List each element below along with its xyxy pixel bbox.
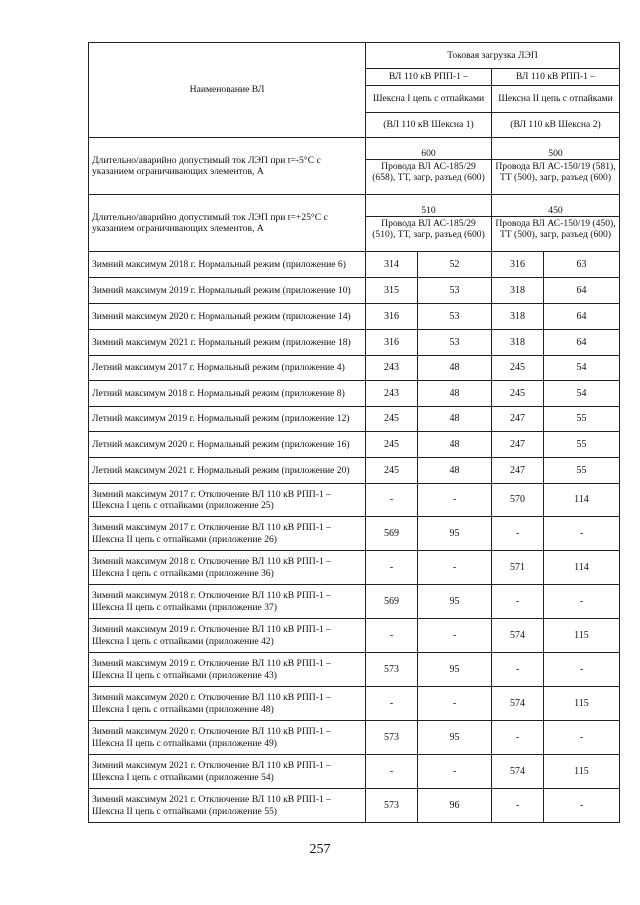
row-label: Зимний максимум 2017 г. Отключение ВЛ 110 кВ РПП-1 – Шексна I цепь с отпайками (приложение 25) [89, 484, 366, 517]
table-row [89, 458, 620, 484]
row-line1-percent: - [418, 687, 492, 721]
row-line1-percent: - [418, 619, 492, 653]
row-line1-current: 315 [366, 278, 418, 304]
line1-title-a: ВЛ 110 кВ РПП-1 – [366, 69, 492, 86]
row-line1-percent: 95 [418, 721, 492, 755]
table-row [89, 330, 620, 356]
row-line1-percent: 53 [418, 330, 492, 356]
row-line2-current: 247 [492, 458, 544, 484]
limit-minus5-line2 [492, 138, 620, 195]
row-label: Зимний максимум 2017 г. Отключение ВЛ 110 кВ РПП-1 – Шексна II цепь с отпайками (приложение 26) [89, 517, 366, 551]
row-line1-current: 243 [366, 381, 418, 407]
row-line1-percent: 95 [418, 517, 492, 551]
row-line1-percent: 48 [418, 381, 492, 407]
line2-title-b: Шексна II цепь с отпайками [492, 86, 620, 113]
page-number: 257 [309, 842, 331, 857]
row-label: Зимний максимум 2021 г. Отключение ВЛ 110 кВ РПП-1 – Шексна II цепь с отпайками (приложение 55) [89, 789, 366, 823]
row-line2-current: 318 [492, 304, 544, 330]
row-line1-percent: 95 [418, 585, 492, 619]
row-line2-current: 574 [492, 755, 544, 789]
row-line2-current: 245 [492, 356, 544, 381]
row-line2-current: 245 [492, 381, 544, 407]
row-line1-percent: 53 [418, 304, 492, 330]
line1-alias: (ВЛ 110 кВ Шексна 1) [366, 113, 492, 138]
table-row [89, 619, 620, 653]
row-line1-percent: 48 [418, 356, 492, 381]
row-line2-percent: - [544, 517, 620, 551]
limit-minus5-label: Длительно/аварийно допустимый ток ЛЭП при t=-5°С с указанием ограничивающих элементов, А [89, 138, 366, 195]
table-row [89, 789, 620, 823]
row-line2-percent: - [544, 585, 620, 619]
limit-minus5-line2-value: 500 [548, 147, 563, 159]
limit-plus25-line1 [366, 195, 492, 252]
row-line1-current: 573 [366, 721, 418, 755]
line1-title-b: Шексна I цепь с отпайками [366, 86, 492, 113]
row-line2-percent: - [544, 789, 620, 823]
row-line1-current: 245 [366, 407, 418, 432]
header-row-top [89, 43, 620, 69]
limit-minus5-line1-value: 600 [421, 147, 436, 159]
row-line2-current: - [492, 517, 544, 551]
line2-alias: (ВЛ 110 кВ Шексна 2) [492, 113, 620, 138]
row-line1-percent: - [418, 484, 492, 517]
row-line1-current: 243 [366, 356, 418, 381]
table-row [89, 551, 620, 585]
row-label: Зимний максимум 2018 г. Нормальный режим (приложение 6) [89, 252, 366, 278]
row-line1-percent: 52 [418, 252, 492, 278]
row-line2-current: 571 [492, 551, 544, 585]
row-line1-current: 569 [366, 585, 418, 619]
row-line1-current: 245 [366, 432, 418, 458]
table-row [89, 755, 620, 789]
load-table [88, 42, 620, 823]
row-line2-percent: 115 [544, 619, 620, 653]
row-line2-percent: 114 [544, 484, 620, 517]
row-line2-percent: 63 [544, 252, 620, 278]
row-line2-current: - [492, 653, 544, 687]
row-line1-current: 314 [366, 252, 418, 278]
row-label: Зимний максимум 2019 г. Отключение ВЛ 110 кВ РПП-1 – Шексна I цепь с отпайками (приложение 42) [89, 619, 366, 653]
row-line1-percent: - [418, 551, 492, 585]
line2-title-a: ВЛ 110 кВ РПП-1 – [492, 69, 620, 86]
row-line2-current: 570 [492, 484, 544, 517]
row-line2-current: 318 [492, 278, 544, 304]
limit-minus5-line1-note: Провода ВЛ АС-185/29 (658), ТТ, загр, разъед (600) [366, 159, 491, 184]
row-line2-current: 574 [492, 619, 544, 653]
row-line2-percent: 55 [544, 407, 620, 432]
limit-plus25-line1-value: 510 [421, 204, 436, 216]
table-row [89, 687, 620, 721]
table-row [89, 407, 620, 432]
table-body [89, 43, 620, 823]
table-row [89, 432, 620, 458]
row-label: Зимний максимум 2021 г. Нормальный режим (приложение 18) [89, 330, 366, 356]
row-line2-percent: 64 [544, 304, 620, 330]
row-line2-percent: 115 [544, 687, 620, 721]
row-line1-percent: 95 [418, 653, 492, 687]
row-line1-current: 573 [366, 653, 418, 687]
row-line1-current: 573 [366, 789, 418, 823]
row-line1-percent: 96 [418, 789, 492, 823]
limit-plus25-line2-value: 450 [548, 204, 563, 216]
table-row [89, 517, 620, 551]
row-label: Летний максимум 2018 г. Нормальный режим (приложение 8) [89, 381, 366, 407]
table-row [89, 585, 620, 619]
limit-minus5-row [89, 138, 620, 195]
row-line1-current: - [366, 551, 418, 585]
row-line2-current: 574 [492, 687, 544, 721]
limit-plus25-line2-note: Провода ВЛ АС-150/19 (450), ТТ (500), загр, разъед (600) [492, 216, 619, 241]
limit-minus5-line1 [366, 138, 492, 195]
row-line2-current: - [492, 721, 544, 755]
table-row [89, 653, 620, 687]
row-line2-percent: 55 [544, 458, 620, 484]
limit-plus25-line1-note: Провода ВЛ АС-185/29 (510), ТТ, загр, разъед (600) [366, 216, 491, 241]
row-label: Летний максимум 2019 г. Нормальный режим (приложение 12) [89, 407, 366, 432]
row-label: Летний максимум 2021 г. Нормальный режим (приложение 20) [89, 458, 366, 484]
limit-plus25-line2 [492, 195, 620, 252]
limit-plus25-row [89, 195, 620, 252]
row-line2-percent: 114 [544, 551, 620, 585]
row-line1-current: - [366, 755, 418, 789]
row-line1-percent: 48 [418, 432, 492, 458]
row-line2-percent: 64 [544, 278, 620, 304]
row-line2-current: 318 [492, 330, 544, 356]
row-line1-current: - [366, 484, 418, 517]
table-row [89, 278, 620, 304]
table-row [89, 484, 620, 517]
row-line1-current: 316 [366, 330, 418, 356]
name-header: Наименование ВЛ [89, 43, 366, 138]
row-label: Зимний максимум 2021 г. Отключение ВЛ 110 кВ РПП-1 – Шексна I цепь с отпайками (приложение 54) [89, 755, 366, 789]
row-line2-percent: 54 [544, 356, 620, 381]
row-line1-current: 245 [366, 458, 418, 484]
row-line2-current: - [492, 789, 544, 823]
row-line2-current: 247 [492, 407, 544, 432]
row-line2-percent: 55 [544, 432, 620, 458]
row-line1-current: 316 [366, 304, 418, 330]
row-line2-percent: 54 [544, 381, 620, 407]
row-line2-current: 316 [492, 252, 544, 278]
row-line2-percent: 64 [544, 330, 620, 356]
row-label: Зимний максимум 2018 г. Отключение ВЛ 110 кВ РПП-1 – Шексна II цепь с отпайками (приложение 37) [89, 585, 366, 619]
row-line1-current: - [366, 687, 418, 721]
row-line1-percent: - [418, 755, 492, 789]
table-row [89, 252, 620, 278]
row-line2-current: 247 [492, 432, 544, 458]
load-header: Токовая загрузка ЛЭП [366, 43, 620, 69]
row-line1-current: - [366, 619, 418, 653]
table-row [89, 381, 620, 407]
row-line2-current: - [492, 585, 544, 619]
row-label: Зимний максимум 2020 г. Нормальный режим (приложение 14) [89, 304, 366, 330]
limit-plus25-label: Длительно/аварийно допустимый ток ЛЭП при t=+25°С с указанием ограничивающих элементов, А [89, 195, 366, 252]
row-line1-current: 569 [366, 517, 418, 551]
table-row [89, 721, 620, 755]
row-label: Зимний максимум 2018 г. Отключение ВЛ 110 кВ РПП-1 – Шексна I цепь с отпайками (приложение 36) [89, 551, 366, 585]
table-row [89, 304, 620, 330]
row-label: Зимний максимум 2020 г. Отключение ВЛ 110 кВ РПП-1 – Шексна II цепь с отпайками (приложение 49) [89, 721, 366, 755]
row-label: Летний максимум 2017 г. Нормальный режим (приложение 4) [89, 356, 366, 381]
table-row [89, 356, 620, 381]
row-line2-percent: 115 [544, 755, 620, 789]
row-label: Летний максимум 2020 г. Нормальный режим (приложение 16) [89, 432, 366, 458]
limit-minus5-line2-note: Провода ВЛ АС-150/19 (581), ТТ (500), загр, разъед (600) [492, 159, 619, 184]
row-label: Зимний максимум 2019 г. Отключение ВЛ 110 кВ РПП-1 – Шексна II цепь с отпайками (приложение 43) [89, 653, 366, 687]
row-line2-percent: - [544, 653, 620, 687]
row-label: Зимний максимум 2019 г. Нормальный режим (приложение 10) [89, 278, 366, 304]
row-label: Зимний максимум 2020 г. Отключение ВЛ 110 кВ РПП-1 – Шексна I цепь с отпайками (приложение 48) [89, 687, 366, 721]
row-line1-percent: 48 [418, 458, 492, 484]
row-line1-percent: 48 [418, 407, 492, 432]
row-line1-percent: 53 [418, 278, 492, 304]
row-line2-percent: - [544, 721, 620, 755]
